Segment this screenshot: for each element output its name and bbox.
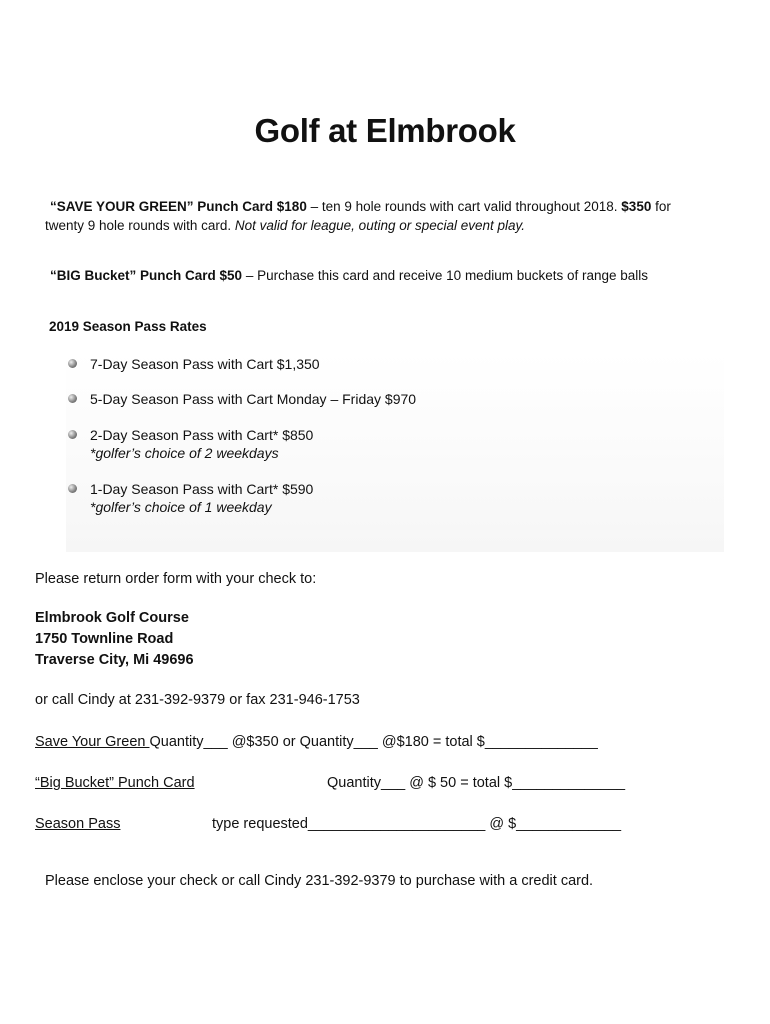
big-bucket-desc: – Purchase this card and receive 10 medium buckets of range balls [242, 268, 649, 283]
big-bucket-title: “BIG Bucket” Punch Card $50 [50, 268, 243, 283]
order-fields-bucket: Quantity___ @ $ 50 = total $______________ [327, 775, 626, 791]
save-your-green-line-1 [50, 197, 671, 216]
order-label-bucket: “Big Bucket” Punch Card [35, 775, 195, 791]
save-your-green-desc: – ten 9 hole rounds with cart valid throughout 2018. [306, 199, 622, 214]
season-item-label: 2-Day Season Pass with Cart* $850 [90, 427, 314, 443]
save-your-green-title: “SAVE YOUR GREEN” Punch Card $180 [50, 199, 307, 214]
order-label-season: Season Pass [35, 816, 121, 832]
address-name: Elmbrook Golf Course [35, 610, 189, 626]
season-item-note: *golfer’s choice of 1 weekday [90, 499, 272, 515]
bullet-icon [68, 359, 77, 368]
call-info: or call Cindy at 231-392-9379 or fax 231-946-1753 [35, 692, 360, 708]
closing-note: Please enclose your check or call Cindy 231-392-9379 to purchase with a credit card. [45, 873, 594, 889]
save-your-green-price-2: $350 [621, 199, 652, 214]
bullet-icon [68, 394, 77, 403]
order-label-save: Save Your Green [35, 734, 150, 750]
page-title: Golf at Elmbrook [254, 112, 516, 149]
save-your-green-line-2 [45, 216, 525, 235]
address-city: Traverse City, Mi 49696 [35, 652, 194, 668]
season-heading: 2019 Season Pass Rates [49, 319, 207, 334]
season-item-label: 5-Day Season Pass with Cart Monday – Friday $970 [90, 391, 417, 407]
order-fields-save: Quantity___ @$350 or Quantity___ @$180 = total $______________ [149, 734, 598, 750]
order-fields-season: type requested______________________ @ $_____________ [212, 816, 622, 832]
season-item-note: *golfer’s choice of 2 weekdays [90, 445, 279, 461]
save-your-green-desc-2: for [651, 199, 671, 214]
season-item-label: 1-Day Season Pass with Cart* $590 [90, 481, 314, 497]
big-bucket-line [50, 266, 648, 285]
save-your-green-note: Not valid for league, outing or special event play. [234, 218, 526, 233]
save-your-green-line-2-text: twenty 9 hole rounds with card. [45, 218, 235, 233]
return-instructions: Please return order form with your check to: [35, 571, 317, 587]
bullet-icon [68, 484, 77, 493]
order-row-save [35, 732, 598, 752]
bullet-icon [68, 430, 77, 439]
address-street: 1750 Townline Road [35, 631, 174, 647]
season-item-label: 7-Day Season Pass with Cart $1,350 [90, 356, 320, 372]
